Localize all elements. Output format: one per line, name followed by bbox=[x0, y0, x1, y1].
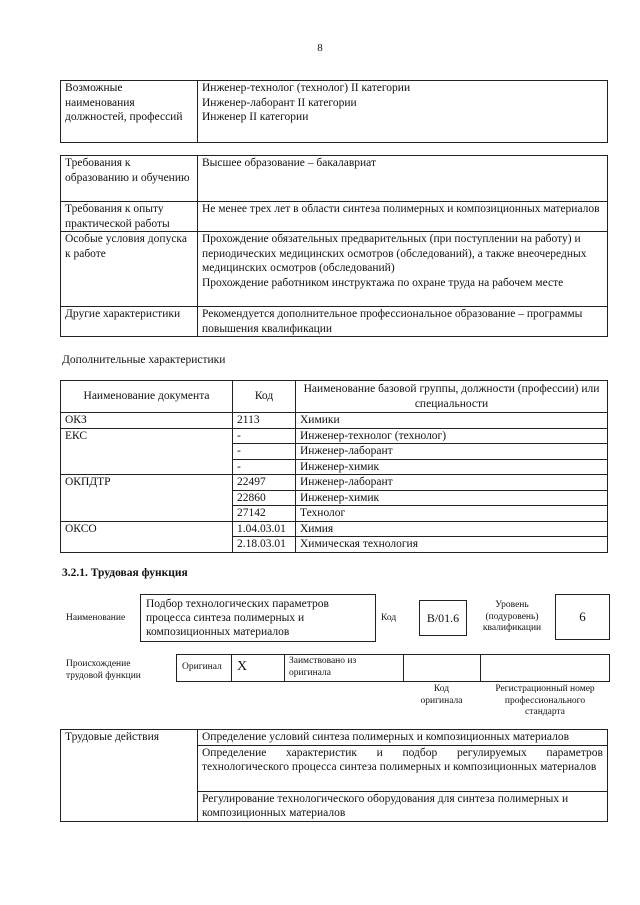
action-item: Определение условий синтеза полимерных и композиционных материалов bbox=[198, 730, 608, 746]
actions-table bbox=[60, 729, 608, 822]
position-item: Инженер-лаборант II категории bbox=[202, 96, 357, 109]
row-name: Инженер-технолог (технолог) bbox=[296, 428, 608, 444]
req-value: Рекомендуется дополнительное профессиональное образование – программы повышения квалификации bbox=[198, 307, 608, 337]
row-name: Инженер-химик bbox=[296, 490, 608, 506]
row-name: Инженер-лаборант bbox=[296, 475, 608, 491]
code-box bbox=[419, 600, 467, 636]
req-label: Особые условия допуска к работе bbox=[61, 232, 198, 307]
row-code: - bbox=[233, 459, 296, 475]
row-code: - bbox=[233, 428, 296, 444]
positions-label: Возможные наименования должностей, профессий bbox=[61, 81, 198, 143]
classifiers-table bbox=[60, 380, 608, 553]
row-code: 2.18.03.01 bbox=[233, 537, 296, 553]
row-doc: ОКСО bbox=[61, 521, 233, 552]
level-label: Уровень (подуровень) квалификации bbox=[482, 600, 542, 633]
additional-title: Дополнительные характеристики bbox=[62, 354, 226, 366]
code-original-caption: Код оригинала bbox=[420, 684, 463, 706]
position-item: Инженер II категории bbox=[202, 111, 309, 123]
level-value: 6 bbox=[579, 609, 586, 624]
action-item: Определение характеристик и подбор регулируемых параметров технологического процесса синтеза полимерных и композиционных материалов bbox=[198, 745, 608, 791]
row-name: Технолог bbox=[296, 506, 608, 522]
position-item: Инженер-технолог (технолог) II категории bbox=[202, 82, 411, 94]
action-item: Регулирование технологического оборудования для синтеза полимерных и композиционных материалов bbox=[198, 791, 608, 821]
function-name-box bbox=[140, 594, 376, 642]
header-doc: Наименование документа bbox=[61, 381, 233, 413]
origin-divider bbox=[231, 654, 232, 682]
row-name: Химики bbox=[296, 413, 608, 429]
req-label: Другие характеристики bbox=[61, 307, 198, 337]
row-code: 27142 bbox=[233, 506, 296, 522]
req-value: Не менее трех лет в области синтеза полимерных и композиционных материалов bbox=[198, 202, 608, 232]
actions-label: Трудовые действия bbox=[61, 730, 198, 822]
borrowed-label: Заимствовано из оригинала bbox=[289, 656, 357, 678]
row-code: 1.04.03.01 bbox=[233, 521, 296, 537]
row-code: 22860 bbox=[233, 490, 296, 506]
origin-label: Происхождение трудовой функции bbox=[66, 659, 141, 681]
row-code: 2113 bbox=[233, 413, 296, 429]
origin-divider bbox=[480, 654, 481, 682]
code-label: Код bbox=[381, 613, 397, 623]
origin-divider bbox=[284, 654, 285, 682]
original-mark: X bbox=[237, 659, 248, 674]
row-code: - bbox=[233, 444, 296, 460]
reg-number-caption: Регистрационный номер профессионального стандарта bbox=[495, 684, 595, 717]
header-name: Наименование базовой группы, должности (профессии) или специальности bbox=[296, 381, 608, 413]
page-number: 8 bbox=[317, 42, 323, 54]
level-box bbox=[555, 594, 610, 640]
positions-table bbox=[60, 80, 608, 143]
row-name: Химия bbox=[296, 521, 608, 537]
req-label: Требования к образованию и обучению bbox=[61, 156, 198, 202]
function-heading: 3.2.1. Трудовая функция bbox=[62, 567, 188, 579]
requirements-table bbox=[60, 155, 608, 337]
positions-values bbox=[198, 81, 608, 143]
header-code: Код bbox=[233, 381, 296, 413]
function-code: B/01.6 bbox=[426, 611, 460, 625]
row-doc: ОКПДТР bbox=[61, 475, 233, 522]
origin-divider bbox=[403, 654, 404, 682]
row-name: Химическая технология bbox=[296, 537, 608, 553]
row-code: 22497 bbox=[233, 475, 296, 491]
row-name: Инженер-лаборант bbox=[296, 444, 608, 460]
req-label: Требования к опыту практической работы bbox=[61, 202, 198, 232]
req-value-line: Прохождение обязательных предварительных (при поступлении на работу) и периодических медицинских осмотров (обследований), а также внеочередных медицинских осмотров (обследований) bbox=[202, 233, 587, 274]
name-label: Наименование bbox=[66, 613, 126, 623]
row-doc: ЕКС bbox=[61, 428, 233, 475]
function-name: Подбор технологических параметров процесса синтеза полимерных и композиционных материалов bbox=[146, 598, 329, 638]
req-value-line: Прохождение работником инструктажа по охране труда на рабочем месте bbox=[202, 276, 564, 289]
row-name: Инженер-химик bbox=[296, 459, 608, 475]
req-value: Высшее образование – бакалавриат bbox=[198, 156, 608, 202]
original-label: Оригинал bbox=[182, 662, 222, 672]
row-doc: ОКЗ bbox=[61, 413, 233, 429]
req-value bbox=[198, 232, 608, 307]
